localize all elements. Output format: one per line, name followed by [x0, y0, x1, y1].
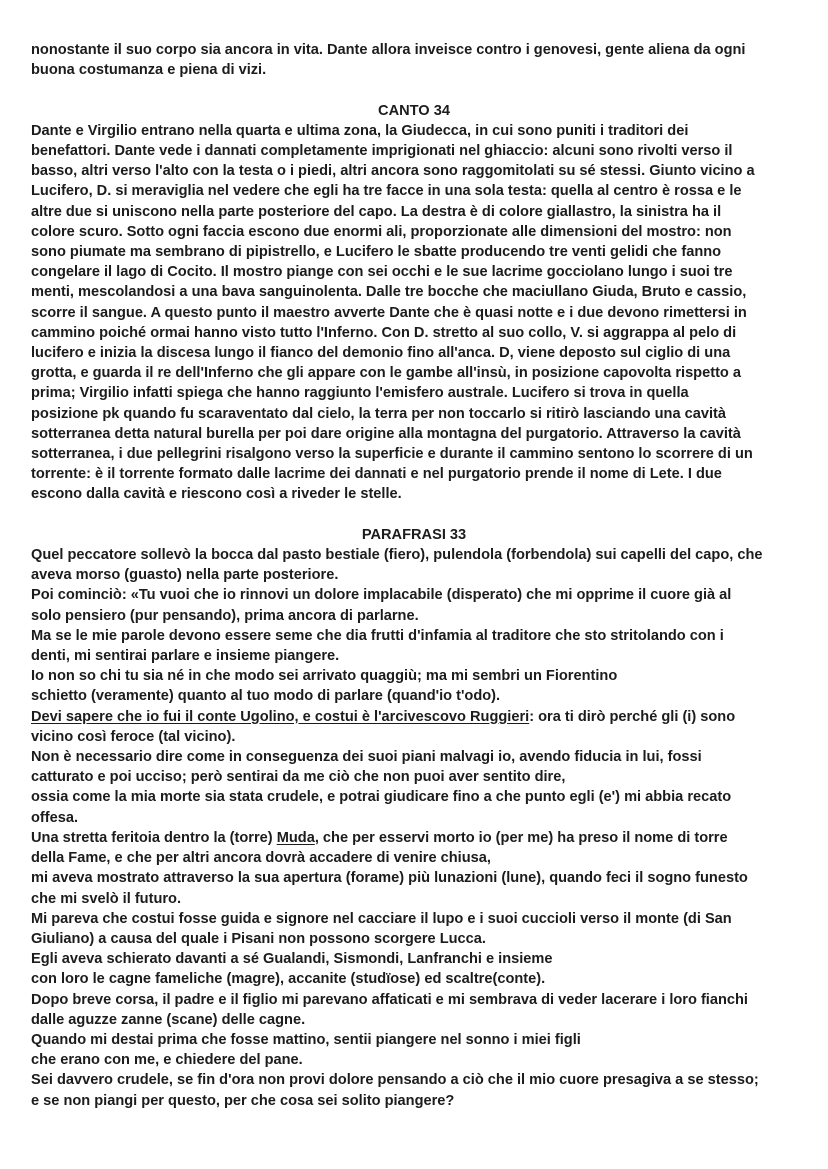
text-line: Ma se le mie parole devono essere seme che dia frutti d'infamia al traditore che sto stritolando con i: [31, 627, 724, 644]
text-line: che erano con me, e chiedere del pane.: [31, 1052, 303, 1069]
text-line: offesa.: [31, 809, 79, 826]
text-line: prima; Virgilio infatti spiega che hanno raggiunto l'emisfero australe. Lucifero si trova in quella: [31, 385, 689, 402]
text-line: ossia come la mia morte sia stata crudele, e potrai giudicare fino a che punto egli (e') mi abbia recato: [31, 789, 732, 806]
text-line: [31, 707, 797, 727]
muda-text-after: , che per esservi morto io (per me) ha preso il nome di torre: [314, 829, 728, 846]
canto-34-heading: CANTO 34: [378, 102, 450, 119]
text-line: Sei davvero crudele, se fin d'ora non provi dolore pensando a ciò che il mio cuore presagiva a se stesso;: [31, 1072, 759, 1089]
text-line: catturato e poi ucciso; però sentirai da me ciò che non puoi aver sentito dire,: [31, 769, 566, 786]
text-line: benefattori. Dante vede i dannati completamente imprigionati nel ghiaccio: alcuni sono rivolti verso il: [31, 143, 733, 159]
text-line: basso, altri verso l'alto con la testa o i piedi, altri ancora sono raggomitolati su sé stessi. Giunto vicino a: [31, 163, 755, 180]
text-line: vicino così feroce (tal vicino).: [31, 728, 236, 745]
text-line: Quel peccatore sollevò la bocca dal pasto bestiale (fiero), pulendola (forbendola) sui capelli del capo, che: [31, 547, 763, 564]
text-line: nonostante il suo corpo sia ancora in vita. Dante allora inveisce contro i genovesi, gente aliena da ogni: [31, 42, 746, 58]
text-line: e se non piangi per questo, per che cosa sei solito piangere?: [31, 1092, 455, 1109]
text-line: colore scuro. Sotto ogni faccia escono due enormi ali, proporzionate alle dimensioni del mostro: non: [31, 223, 732, 240]
text-line: Lucifero, D. si meraviglia nel vedere che egli ha tre facce in una sola testa: quella al centro è rossa e le: [31, 183, 742, 200]
text-line: Quando mi destai prima che fosse mattino, sentii piangere nel sonno i miei figli: [31, 1031, 581, 1048]
text-line: denti, mi sentirai parlare e insieme piangere.: [31, 648, 340, 665]
text-line: torrente: è il torrente formato dalle lacrime dei dannati e nel purgatorio prende il nome di Lete. I due: [31, 466, 722, 483]
text-line: schietto (veramente) quanto al tuo modo di parlare (quand'io t'odo).: [31, 688, 501, 705]
text-line: della Fame, e che per altri ancora dovrà accadere di venire chiusa,: [31, 850, 491, 867]
muda-underlined-text: Muda: [276, 829, 315, 846]
ugolino-underlined-text: Devi sapere che io fui il conte Ugolino, e costui è l'arcivescovo Ruggieri: [31, 708, 530, 725]
text-line: dalle aguzze zanne (scane) delle cagne.: [31, 1011, 306, 1028]
text-line: con loro le cagne fameliche (magre), accanite (studïose) ed scaltre(conte).: [31, 971, 546, 988]
ugolino-text: : ora ti dirò perché gli (i) sono: [529, 708, 736, 725]
text-line: aveva morso (guasto) nella parte posteriore.: [31, 567, 339, 584]
parafrasi-33-heading: PARAFRASI 33: [361, 526, 467, 543]
text-line: lucifero e inizia la discesa lungo il fianco del demonio fino all'anca. D, viene deposto sul ciglio di una: [31, 345, 731, 362]
text-line: che mi svelò il futuro.: [31, 890, 182, 907]
text-line: Egli aveva schierato davanti a sé Gualandi, Sismondi, Lanfranchi e insieme: [31, 951, 553, 968]
text-line: Non è necessario dire come in conseguenza dei suoi piani malvagi io, avendo fiducia in lui, fossi: [31, 749, 702, 766]
muda-text-before: Una stretta feritoia dentro la (torre): [31, 829, 277, 846]
text-line: sotterranea, i due pellegrini risalgono verso la superficie e durante il cammino sentono lo scorrere di un: [31, 446, 753, 463]
text-line: altre due si uniscono nella parte posteriore del capo. La destra è di colore giallastro, la sinistra ha il: [31, 203, 722, 220]
text-line: posizione pk quando fu scaraventato dal cielo, la terra per non toccarlo si ritirò lasciando una cavità: [31, 405, 727, 422]
text-line: scorre il sangue. A questo punto il maestro avverte Dante che è quasi notte e i due devono rimettersi in: [31, 304, 747, 321]
parafrasi-33-text: [31, 545, 797, 1111]
text-line: escono dalla cavità e riescono così a riveder le stelle.: [31, 486, 402, 503]
text-line: sono piumate ma sembrano di pipistrello, e Lucifero le sbatte producendo tre venti gelidi che fanno: [31, 244, 722, 261]
text-line: Giuliano) a causa del quale i Pisani non possono scorgere Lucca.: [31, 930, 486, 947]
text-line: [31, 828, 797, 848]
text-line: Dopo breve corsa, il padre e il figlio mi parevano affaticati e mi sembrava di veder lacerare i loro fianchi: [31, 991, 748, 1008]
text-line: congelare il lago di Cocito. Il mostro piange con sei occhi e le sue lacrime gocciolano lungo i suoi tre: [31, 264, 733, 281]
text-line: Poi cominciò: «Tu vuoi che io rinnovi un dolore implacabile (disperato) che mi opprime il cuore già al: [31, 587, 732, 604]
text-line: Mi pareva che costui fosse guida e signore nel cacciare il lupo e i suoi cuccioli verso il monte (di San: [31, 910, 732, 927]
text-line: buona costumanza e piena di vizi.: [31, 62, 267, 79]
canto-34-summary: [31, 121, 797, 505]
intro-paragraph: [31, 40, 797, 80]
text-line: sotterranea detta natural burella per poi dare origine alla montagna del purgatorio. Attraverso la cavità: [31, 425, 741, 442]
text-line: menti, mescolandosi a una bava sanguinolenta. Dalle tre bocche che maciullano Giuda, Bruto e cassio,: [31, 284, 747, 301]
text-line: grotta, e guarda il re dell'Inferno che gli appare con le gambe all'insù, in posizione capovolta rispetto a: [31, 365, 742, 382]
text-line: mi aveva mostrato attraverso la sua apertura (forame) più lunazioni (lune), quando feci il sogno funesto: [31, 870, 748, 887]
text-line: Io non so chi tu sia né in che modo sei arrivato quaggiù; ma mi sembri un Fiorentino: [31, 668, 618, 685]
text-line: cammino poiché ormai hanno visto tutto l'Inferno. Con D. stretto al suo collo, V. si aggrappa al pelo di: [31, 324, 737, 341]
text-line: solo pensiero (pur pensando), prima ancora di parlarne.: [31, 607, 419, 624]
text-line: Dante e Virgilio entrano nella quarta e ultima zona, la Giudecca, in cui sono puniti i traditori dei: [31, 122, 689, 139]
